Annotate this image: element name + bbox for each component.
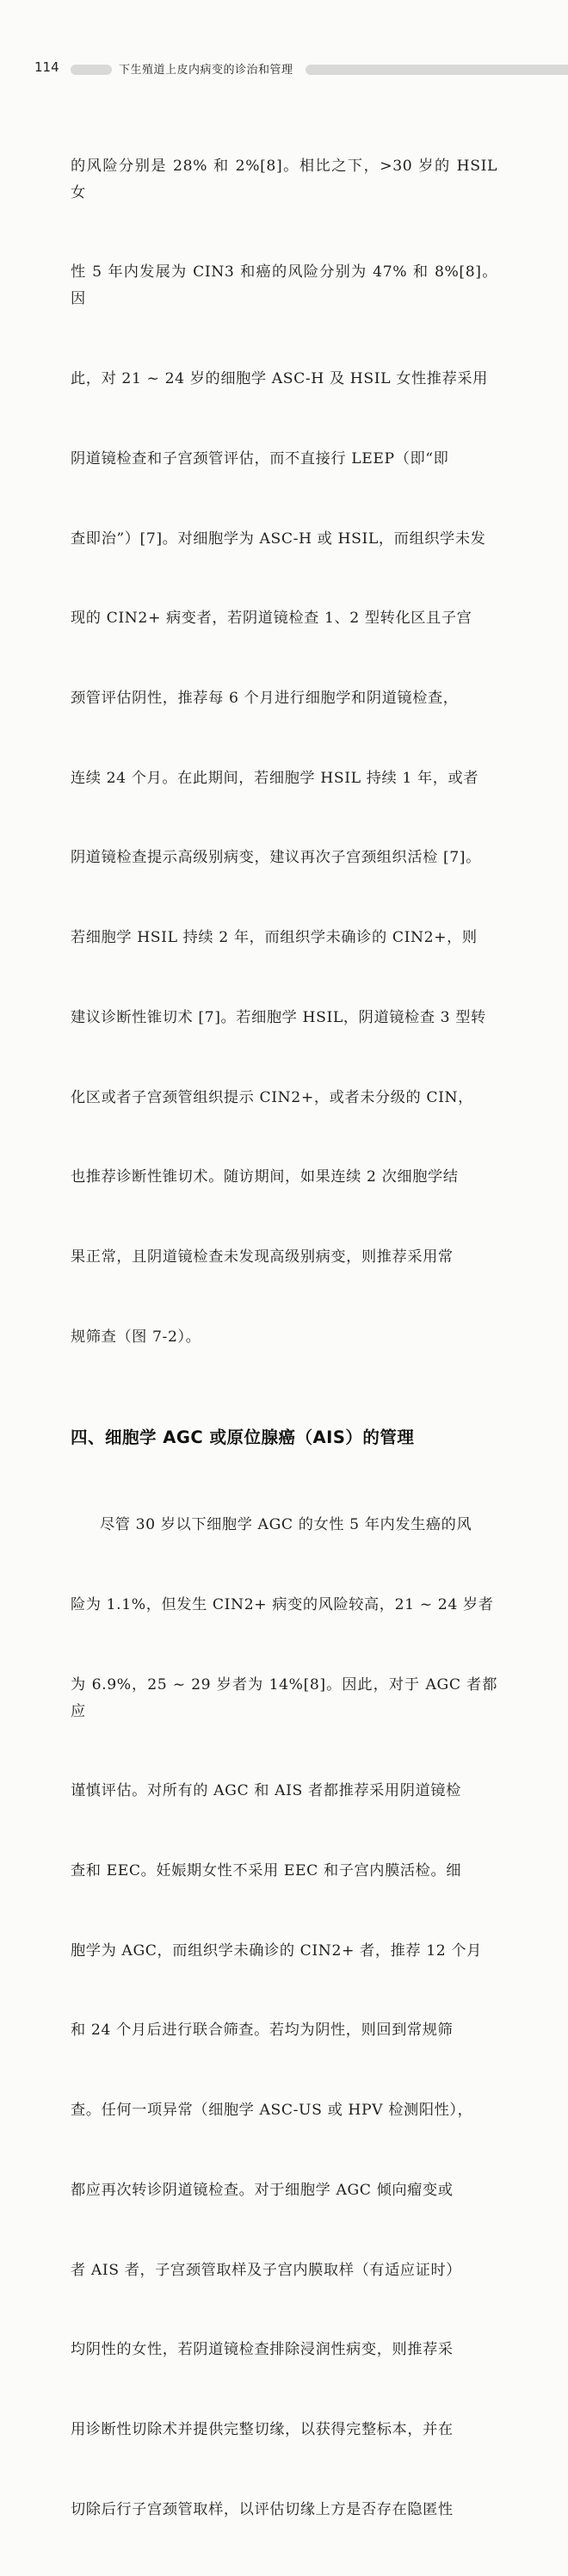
text-line: 也推荐诊断性锥切术。随访期间，如果连续 2 次细胞学结	[71, 1168, 459, 1186]
text-line: 性 5 年内发展为 CIN3 和癌的风险分别为 47% 和 8%[8]。因	[71, 263, 497, 308]
header-bar-left	[71, 65, 112, 75]
running-title: 下生殖道上皮内病变的诊治和管理	[119, 64, 293, 77]
text-line: 查即治”）[7]。对细胞学为 ASC-H 或 HSIL，而组织学未发	[71, 529, 486, 548]
text-line: 切除后行子宫颈管取样，以评估切缘上方是否存在隐匿性	[71, 2500, 454, 2518]
text-line: 规筛查（图 7-2）。	[71, 1328, 201, 1346]
text-line: 果正常，且阴道镜检查未发现高级别病变，则推荐采用常	[71, 1248, 454, 1266]
text-line: 阴道镜检查提示高级别病变，建议再次子宫颈组织活检 [7]。	[71, 849, 481, 867]
text-line: 颈管评估阴性，推荐每 6 个月进行细胞学和阴道镜检查，	[71, 689, 459, 707]
text-line: 若细胞学 HSIL 持续 2 年，而组织学未确诊的 CIN2+，则	[71, 929, 478, 947]
text-line: 谨慎评估。对所有的 AGC 和 AIS 者都推荐采用阴道镜检	[71, 1782, 461, 1800]
text-line: 尽管 30 岁以下细胞学 AGC 的女性 5 年内发生癌的风	[100, 1516, 472, 1534]
text-line: 化区或者子宫颈管组织提示 CIN2+，或者未分级的 CIN，	[71, 1088, 473, 1106]
text-line: 和 24 个月后进行联合筛查。若均为阴性，则回到常规筛	[71, 2022, 454, 2040]
paragraph-1	[71, 100, 503, 1403]
text-line: 为 6.9%，25 ~ 29 岁者为 14%[8]。因此，对于 AGC 者都应	[71, 1675, 497, 1720]
text-line: 查。任何一项异常（细胞学 ASC-US 或 HPV 检测阳性），	[71, 2102, 473, 2120]
text-line: 者 AIS 者，子宫颈管取样及子宫内膜取样（有适应证时）	[71, 2261, 462, 2279]
text-line: 用诊断性切除术并提供完整切缘，以获得完整标本，并在	[71, 2421, 454, 2439]
text-line: 险为 1.1%，但发生 CIN2+ 病变的风险较高，21 ~ 24 岁者	[71, 1595, 494, 1613]
text-line: 查和 EEC。妊娠期女性不采用 EEC 和子宫内膜活检。细	[71, 1862, 462, 1879]
header-bar-right	[306, 65, 568, 75]
text-line: 此，对 21 ~ 24 岁的细胞学 ASC-H 及 HSIL 女性推荐采用	[71, 370, 488, 388]
text-line: 均阴性的女性，若阴道镜检查排除浸润性病变，则推荐采	[71, 2341, 454, 2359]
text-line: 连续 24 个月。在此期间，若细胞学 HSIL 持续 1 年，或者	[71, 769, 479, 787]
text-line: 阴道镜检查和子宫颈管评估，而不直接行 LEEP（即“即	[71, 449, 449, 468]
section-heading: 四、细胞学 AGC 或原位腺癌（AIS）的管理	[71, 1427, 415, 1448]
text-line: 的风险分别是 28% 和 2%[8]。相比之下，>30 岁的 HSIL 女	[71, 157, 503, 201]
text-line: 都应再次转诊阴道镜检查。对于细胞学 AGC 倾向瘤变或	[71, 2181, 454, 2199]
text-line: 现的 CIN2+ 病变者，若阴道镜检查 1、2 型转化区且子宫	[71, 610, 472, 628]
text-line: 建议诊断性锥切术 [7]。若细胞学 HSIL，阴道镜检查 3 型转	[71, 1008, 486, 1026]
page-number: 114	[34, 59, 59, 75]
text-line: 胞学为 AGC，而组织学未确诊的 CIN2+ 者，推荐 12 个月	[71, 1941, 482, 1960]
page-header	[0, 57, 568, 81]
page-body	[71, 100, 503, 2576]
paragraph-2	[71, 1458, 497, 2576]
